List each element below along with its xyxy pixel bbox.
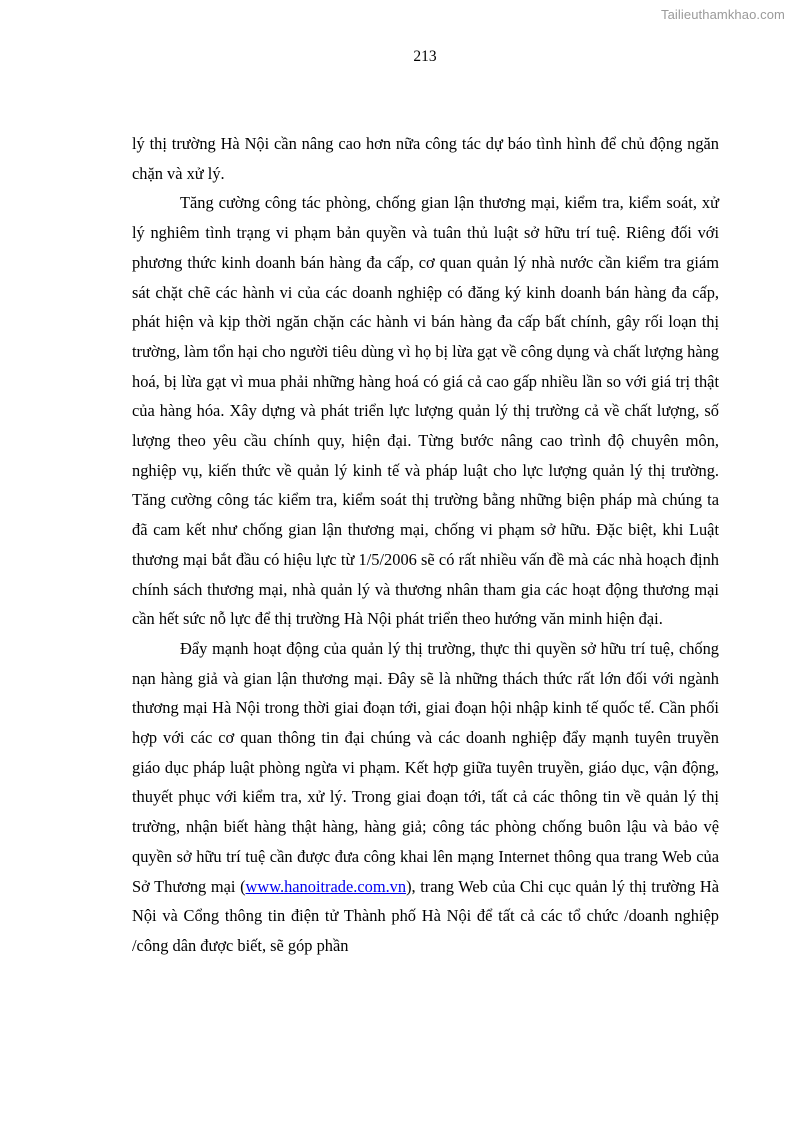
watermark: Tailieuthamkhao.com xyxy=(660,7,785,22)
paragraph-3-text-after-link: ), trang Web của Chi cục quản lý thị trường Hà Nội và Cổng thông tin điện tử Thành phố Hà Nội để tất cả các tổ chức /doanh nghiệp /công dân được biết, sẽ góp phần xyxy=(132,876,719,955)
document-body xyxy=(132,129,719,961)
paragraph-2: Tăng cường công tác phòng, chống gian lận thương mại, kiểm tra, kiểm soát, xử lý nghiêm tình trạng vi phạm bản quyền và tuân thủ luật sở hữu trí tuệ. Riêng đối với phương thức kinh doanh bán hàng đa cấp, cơ quan quản lý nhà nước cần kiểm tra giám sát chặt chẽ các hành vi của các doanh nghiệp có đăng ký kinh doanh bán hàng đa cấp, phát hiện và kịp thời ngăn chặn các hành vi bán hàng đa cấp bất chính, gây rối loạn thị trường, làm tổn hại cho người tiêu dùng vì họ bị lừa gạt về công dụng và chất lượng hàng hoá, bị lừa gạt vì mua phải những hàng hoá có giá cả cao gấp nhiều lần so với giá trị thật của hàng hóa. Xây dựng và phát triển lực lượng quản lý thị trường cả về chất lượng, số lượng theo yêu cầu chính quy, hiện đại. Từng bước nâng cao trình độ chuyên môn, nghiệp vụ, kiến thức về quản lý kinh tế và pháp luật cho lực lượng quản lý thị trường. Tăng cường công tác kiểm tra, kiểm soát thị trường bằng những biện pháp mà chúng ta đã cam kết như chống gian lận thương mại, chống vi phạm sở hữu. Đặc biệt, khi Luật thương mại bắt đầu có hiệu lực từ 1/5/2006 sẽ có rất nhiều vấn đề mà các nhà hoạch định chính sách thương mại, nhà quản lý và thương nhân tham gia các hoạt động thương mại cần hết sức nỗ lực để thị trường Hà Nội phát triển theo hướng văn minh hiện đại. xyxy=(132,193,719,629)
hanoitrade-link[interactable]: www.hanoitrade.com.vn xyxy=(245,876,407,896)
paragraph-3-text-before-link: Đẩy mạnh hoạt động của quản lý thị trường, thực thi quyền sở hữu trí tuệ, chống nạn hàng giả và gian lận thương mại. Đây sẽ là những thách thức rất lớn đối với ngành thương mại Hà Nội trong thời giai đoạn tới, giai đoạn hội nhập kinh tế quốc tế. Cần phối hợp với các cơ quan thông tin đại chúng và các doanh nghiệp đẩy mạnh tuyên truyền giáo dục pháp luật phòng ngừa vi phạm. Kết hợp giữa tuyên truyền, giáo dục, vận động, thuyết phục với kiểm tra, xử lý. Trong giai đoạn tới, tất cả các thông tin về quản lý thị trường, nhận biết hàng thật hàng, hàng giả; công tác phòng chống buôn lậu và bảo vệ quyền sở hữu trí tuệ cần được đưa công khai lên mạng Internet thông qua trang Web của Sở Thương mại ( xyxy=(132,638,719,896)
paragraph-1: lý thị trường Hà Nội cần nâng cao hơn nữa công tác dự báo tình hình để chủ động ngăn chặn và xử lý. xyxy=(132,134,719,183)
paragraph-3 xyxy=(132,634,719,961)
page-number: 213 xyxy=(413,48,437,65)
